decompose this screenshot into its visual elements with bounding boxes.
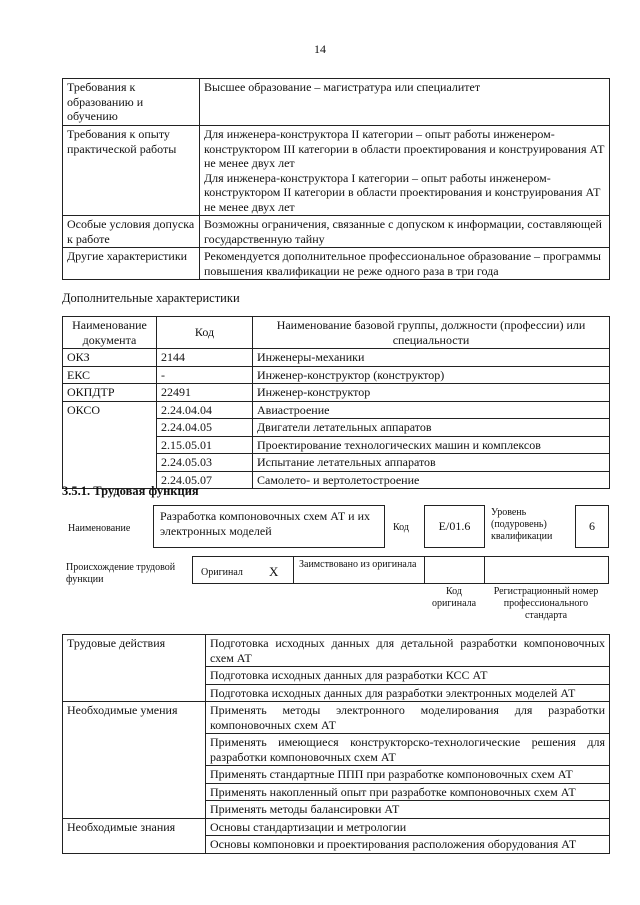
task-item: Подготовка исходных данных для разработки электронных моделей АТ [206,684,610,702]
table-row [63,216,610,248]
table-row [63,248,610,280]
function-name-value: Разработка компоновочных схем АТ и их электронных моделей [160,509,371,538]
origin-divider [484,557,485,583]
task-item: Подготовка исходных данных для разработки КСС АТ [206,667,610,685]
table-row [63,818,610,836]
header-code: Код [157,317,253,349]
code-original-caption: Код оригинала [431,586,477,609]
code-cell: 2.24.05.07 [157,471,253,489]
original-mark: X [269,564,279,579]
original-label: Оригинал [201,567,243,578]
table-row [63,366,610,384]
qualification-level-box [575,505,609,548]
task-item: Подготовка исходных данных для детальной разработки компоновочных схем АТ [206,635,610,667]
doc-cell: ЕКС [63,366,157,384]
req-line: Высшее образование – магистратура или специалитет [204,80,481,94]
skill-item: Применять стандартные ППП при разработке компоновочных схем АТ [206,766,610,784]
qualification-level-value: 6 [589,519,595,533]
code-cell: 2.24.05.03 [157,454,253,472]
name-cell: Двигатели летательных аппаратов [253,419,610,437]
code-cell: 22491 [157,384,253,402]
origin-divider [293,557,294,583]
additional-table [62,316,610,489]
function-code-box [424,505,485,548]
req-value [200,126,610,216]
code-cell: 2.24.04.04 [157,401,253,419]
header-name: Наименование базовой группы, должности (профессии) или специальности [253,317,610,349]
skill-item: Применять методы электронного моделирования для разработки компоновочных схем АТ [206,702,610,734]
function-name-box [153,505,385,548]
req-line: Для инженера-конструктора II категории – опыт работы инженером-конструктором III категории в области проектирования и конструирования АТ не менее двух лет [204,127,605,170]
name-cell: Испытание летательных аппаратов [253,454,610,472]
name-cell: Инженер-конструктор [253,384,610,402]
function-code-value: E/01.6 [438,519,471,533]
doc-cell: ОКЗ [63,349,157,367]
name-cell: Авиастроение [253,401,610,419]
knowledge-item: Основы стандартизации и метрологии [206,818,610,836]
registration-number-caption: Регистрационный номер профессионального стандарта [493,586,599,621]
req-label: Требования к образованию и обучению [63,79,200,126]
req-line: Возможны ограничения, связанные с допуском к информации, составляющей государственную тайну [204,217,602,246]
name-cell: Инженер-конструктор (конструктор) [253,366,610,384]
code-cell: 2.24.04.05 [157,419,253,437]
table-row [63,79,610,126]
doc-cell: ОКПДТР [63,384,157,402]
name-cell: Проектирование технологических машин и комплексов [253,436,610,454]
function-name-label: Наименование [68,523,131,534]
skill-item: Применять накопленный опыт при разработке компоновочных схем АТ [206,783,610,801]
function-heading: 3.5.1. Трудовая функция [62,484,199,498]
tasks-label: Трудовые действия [63,635,206,702]
table-row [63,384,610,402]
skills-label: Необходимые умения [63,702,206,819]
req-label: Другие характеристики [63,248,200,280]
requirements-table [62,78,610,280]
req-value [200,79,610,126]
header-document: Наименование документа [63,317,157,349]
table-header-row [63,317,610,349]
origin-row [192,556,609,584]
req-value [200,216,610,248]
tasks-table [62,634,610,854]
knowledge-item: Основы компоновки и проектирования расположения оборудования АТ [206,836,610,854]
name-cell: Самолето- и вертолетостроение [253,471,610,489]
code-cell: 2.15.05.01 [157,436,253,454]
table-row [63,349,610,367]
skill-item: Применять имеющиеся конструкторско-технологические решения для разработки компоновочных схем АТ [206,734,610,766]
code-cell: 2144 [157,349,253,367]
name-cell: Инженеры-механики [253,349,610,367]
borrowed-label: Заимствовано из оригинала [299,559,417,570]
table-row [63,635,610,667]
req-line: Для инженера-конструктора I категории – опыт работы инженером-конструктором II категории в области проектирования и конструирования АТ не менее двух лет [204,170,601,214]
page-number: 14 [314,42,326,56]
req-label: Особые условия допуска к работе [63,216,200,248]
skill-item: Применять методы балансировки АТ [206,801,610,819]
table-row [63,401,610,419]
code-cell: - [157,366,253,384]
function-code-label: Код [393,522,409,533]
table-row [63,126,610,216]
additional-characteristics-title: Дополнительные характеристики [62,291,240,305]
origin-divider [424,557,425,583]
origin-label: Происхождение трудовой функции [66,562,176,585]
qualification-level-label: Уровень (подуровень) квалификации [491,507,553,542]
knowledge-label: Необходимые знания [63,818,206,853]
req-label: Требования к опыту практической работы [63,126,200,216]
doc-cell: ОКСО [63,401,157,489]
req-line: Рекомендуется дополнительное профессиональное образование – программы повышения квалификации не реже одного раза в три года [204,249,601,278]
req-value [200,248,610,280]
table-row [63,702,610,734]
